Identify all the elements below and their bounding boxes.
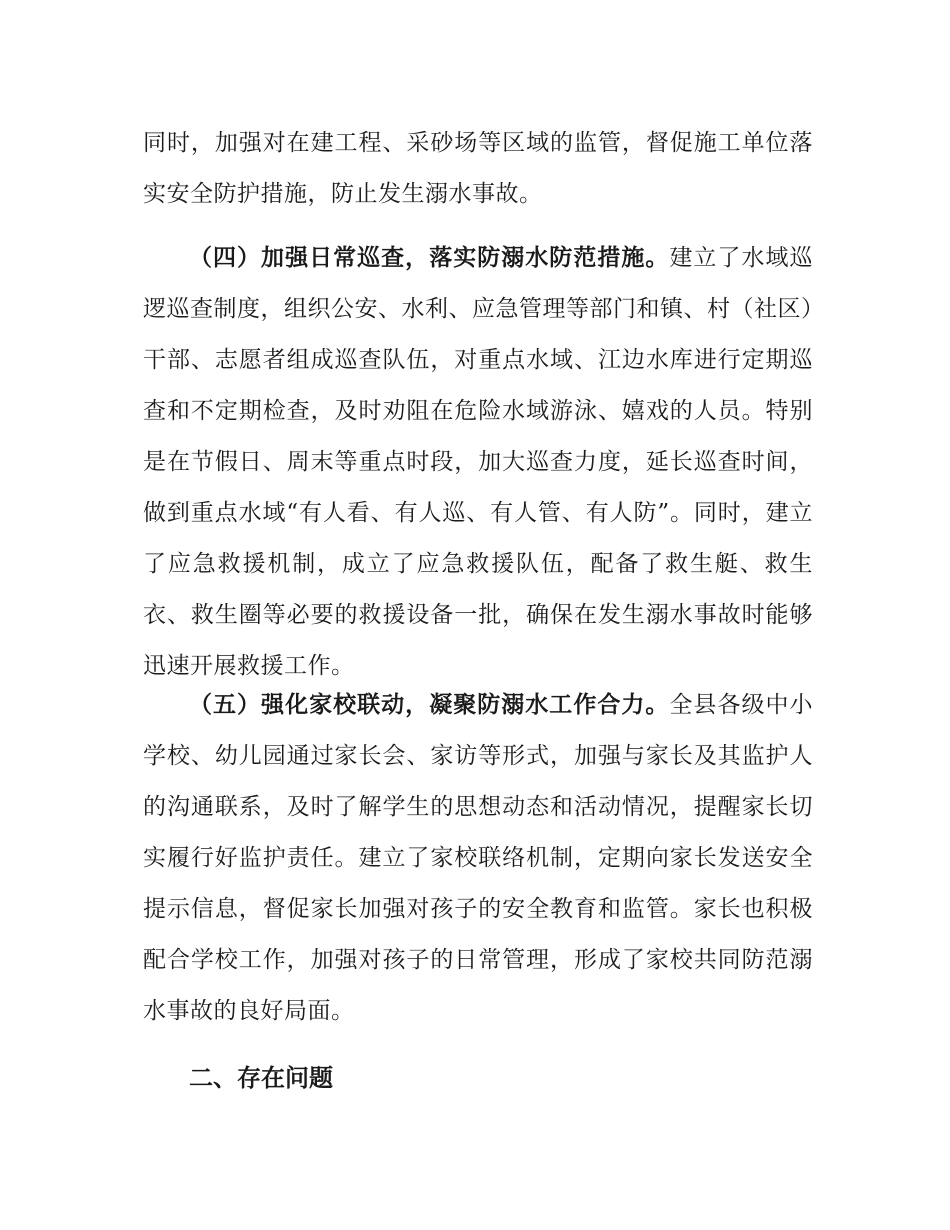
- paragraph-section-4: [143, 233, 813, 692]
- section-heading-problems: 二、存在问题: [189, 1064, 333, 1092]
- section-5-body: 全县各级中小学校、幼儿园通过家长会、家访等形式，加强与家长及其监护人的沟通联系，及时了解学生的思想动态和活动情况，提醒家长切实履行好监护责任。建立了家校联络机制，定期向家长发送安全提示信息，督促家长加强对孩子的安全教育和监管。家长也积极配合学校工作，加强对孩子的日常管理，形成了家校共同防范溺水事故的良好局面。: [143, 692, 814, 1024]
- section-4-body: 建立了水域巡逻巡查制度，组织公安、水利、应急管理等部门和镇、村（社区）干部、志愿者组成巡查队伍，对重点水域、江边水库进行定期巡查和不定期检查，及时劝阻在危险水域游泳、嬉戏的人员。特别是在节假日、周末等重点时段，加大巡查力度，延长巡查时间，做到重点水域“有人看、有人巡、有人管、有人防”。同时，建立了应急救援机制，成立了应急救援队伍，配备了救生艇、救生衣、救生圈等必要的救援设备一批，确保在发生溺水事故时能够迅速开展救援工作。: [143, 245, 814, 679]
- paragraph-section-5: [143, 680, 813, 1037]
- section-5-lead: （五）强化家校联动，凝聚防溺水工作合力。: [189, 692, 670, 718]
- paragraph-continuation: 同时，加强对在建工程、采砂场等区域的监管，督促施工单位落实安全防护措施，防止发生溺水事故。: [143, 130, 813, 207]
- section-4-lead: （四）加强日常巡查，落实防溺水防范措施。: [189, 245, 670, 271]
